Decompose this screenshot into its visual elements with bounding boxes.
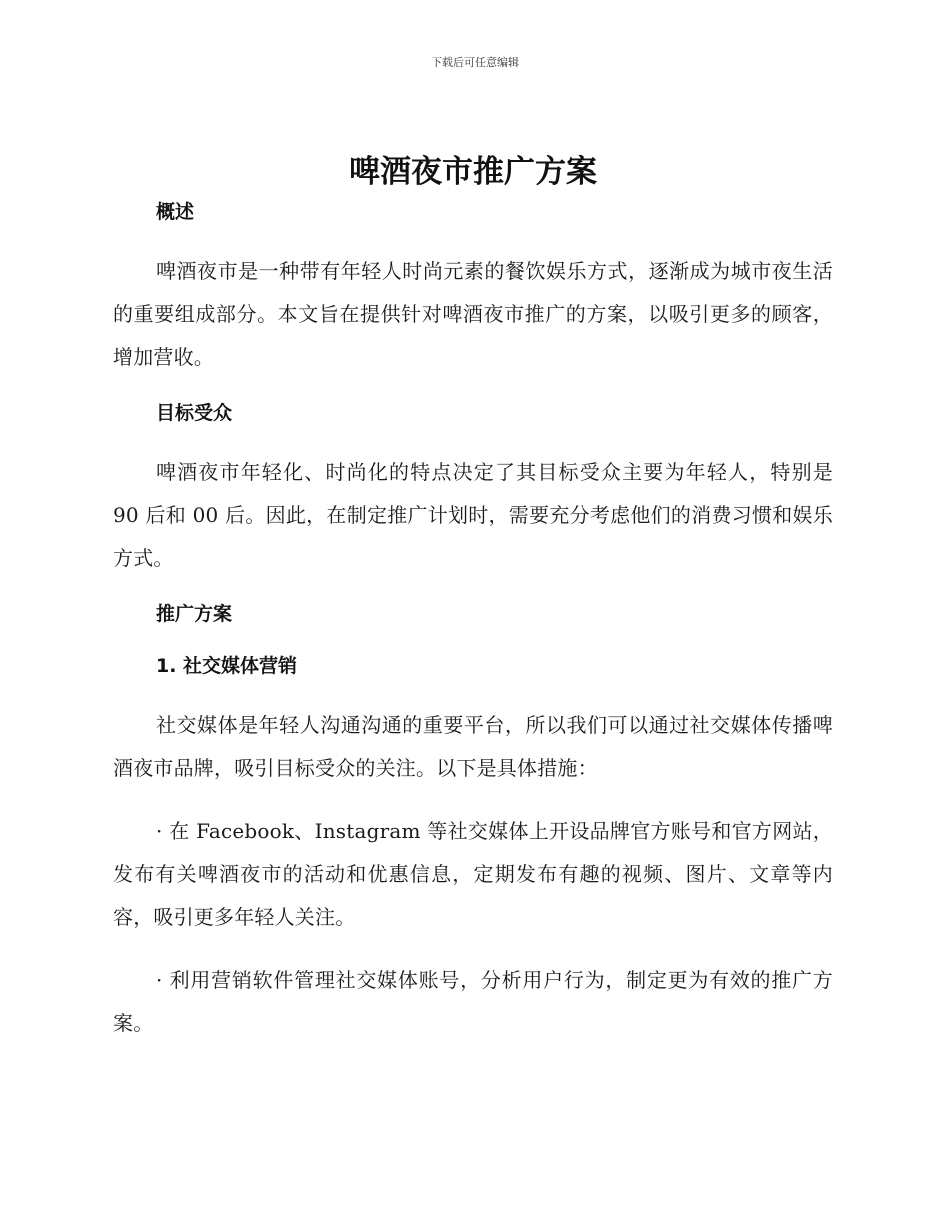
social-media-bullet-software: · 利用营销软件管理社交媒体账号，分析用户行为，制定更为有效的推广方案。 <box>113 968 833 1035</box>
overview-paragraph: 啤酒夜市是一种带有年轻人时尚元素的餐饮娱乐方式，逐渐成为城市夜生活的重要组成部分。本文旨在提供针对啤酒夜市推广的方案，以吸引更多的顾客，增加营收。 <box>113 259 833 369</box>
page-header-note: 下载后可任意编辑 <box>431 56 519 69</box>
section-heading-overview: 概述 <box>156 201 195 223</box>
target-audience-paragraph: 啤酒夜市年轻化、时尚化的特点决定了其目标受众主要为年轻人，特别是 90 后和 00 后。因此，在制定推广计划时，需要充分考虑他们的消费习惯和娱乐方式。 <box>113 460 833 570</box>
section-heading-social-media: 1. 社交媒体营销 <box>156 655 298 677</box>
social-media-bullet-accounts: · 在 Facebook、Instagram 等社交媒体上开设品牌官方账号和官方网站，发布有关啤酒夜市的活动和优惠信息，定期发布有趣的视频、图片、文章等内容，吸引更多年轻人关注。 <box>113 819 833 929</box>
section-heading-promotion-plan: 推广方案 <box>156 603 233 625</box>
document-title: 啤酒夜市推广方案 <box>349 154 597 190</box>
document-body <box>113 150 833 1045</box>
section-heading-target-audience: 目标受众 <box>156 402 233 424</box>
social-media-intro-paragraph: 社交媒体是年轻人沟通沟通的重要平台，所以我们可以通过社交媒体传播啤酒夜市品牌，吸引目标受众的关注。以下是具体措施： <box>113 713 833 780</box>
